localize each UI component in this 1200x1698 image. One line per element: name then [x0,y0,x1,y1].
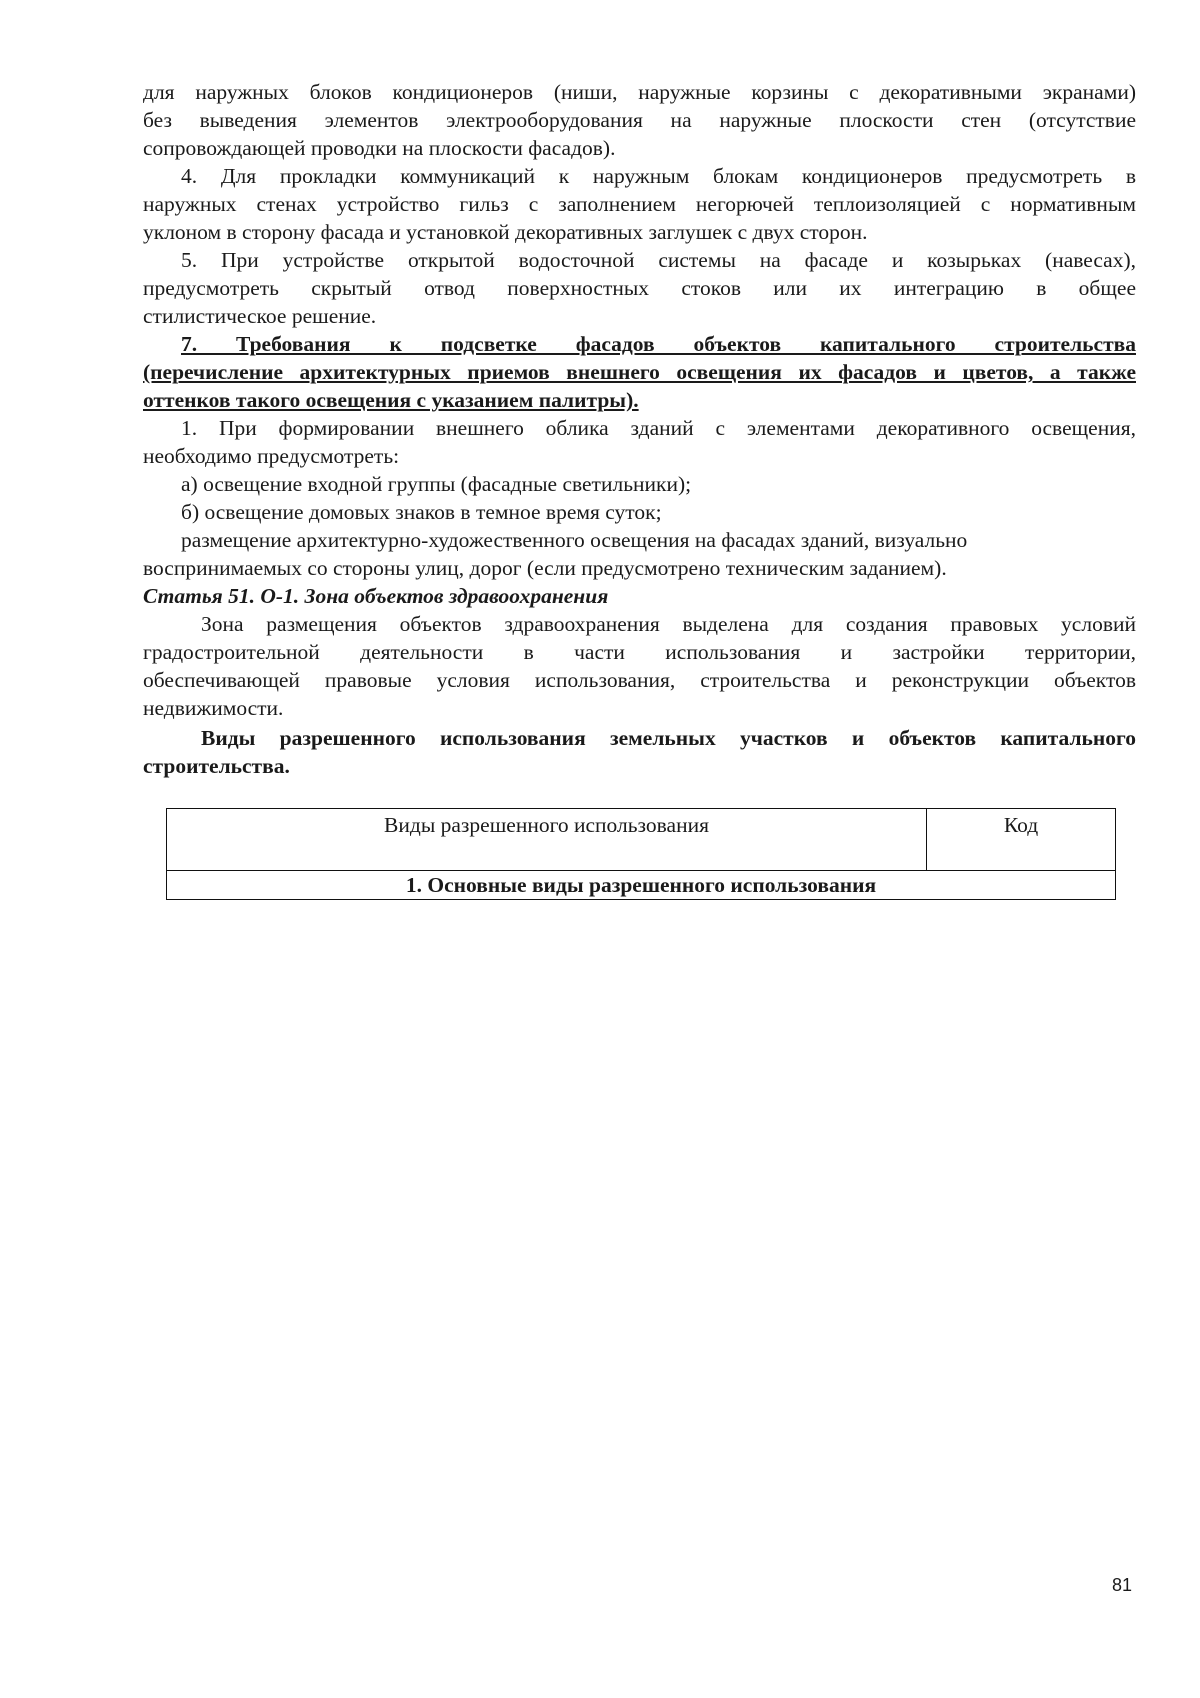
section-cell: 1. Основные виды разрешенного использования [167,871,1116,900]
paragraph-line: наружных стенах устройство гильз с заполнением негорючей теплоизоляцией с нормативным [143,192,1136,216]
section-heading: оттенков такого освещения с указанием палитры). [143,388,639,412]
paragraph-line: воспринимаемых со стороны улиц, дорог (если предусмотрено техническим заданием). [143,556,947,580]
paragraph-line: без выведения элементов электрооборудования на наружные плоскости стен (отсутствие [143,108,1136,132]
paragraph-line: предусмотреть скрытый отвод поверхностных стоков или их интеграцию в общее [143,276,1136,300]
paragraph-line: для наружных блоков кондиционеров (ниши, наружные корзины с декоративными экранами) [143,80,1136,104]
list-item: б) освещение домовых знаков в темное время суток; [181,500,662,524]
list-item: а) освещение входной группы (фасадные светильники); [181,472,692,496]
paragraph-line: размещение архитектурно-художественного освещения на фасадах зданий, визуально [181,528,968,552]
article-title: Статья 51. О-1. Зона объектов здравоохранения [143,584,609,608]
section-heading: (перечисление архитектурных приемов внешнего освещения их фасадов и цветов, а также [143,360,1136,384]
paragraph-line: градостроительной деятельности в части использования и застройки территории, [143,640,1136,664]
paragraph-line: уклоном в сторону фасада и установкой декоративных заглушек с двух сторон. [143,220,868,244]
paragraph-line: обеспечивающей правовые условия использования, строительства и реконструкции объектов [143,668,1136,692]
table-section-row [167,871,1116,900]
paragraph-line: 5. При устройстве открытой водосточной системы на фасаде и козырьках (навесах), [181,248,1136,272]
header-cell-code: Код [927,809,1116,871]
table-caption: строительства. [143,754,290,778]
paragraph-line: стилистическое решение. [143,304,377,328]
paragraph-line: Зона размещения объектов здравоохранения выделена для создания правовых условий [201,612,1136,636]
paragraph-line: недвижимости. [143,696,284,720]
section-heading: 7. Требования к подсветке фасадов объектов капитального строительства [181,332,1136,356]
paragraph-line: необходимо предусмотреть: [143,444,400,468]
page-number: 81 [1112,1575,1133,1595]
header-cell-use: Виды разрешенного использования [167,809,927,871]
permitted-use-table [166,808,1116,900]
document-body [143,78,1136,780]
table-caption: Виды разрешенного использования земельных участков и объектов капитального [201,726,1136,750]
paragraph-line: 4. Для прокладки коммуникаций к наружным блокам кондиционеров предусмотреть в [181,164,1136,188]
paragraph-line: сопровождающей проводки на плоскости фасадов). [143,136,616,160]
paragraph-line: 1. При формировании внешнего облика зданий с элементами декоративного освещения, [181,416,1136,440]
table-header-row [167,809,1116,871]
